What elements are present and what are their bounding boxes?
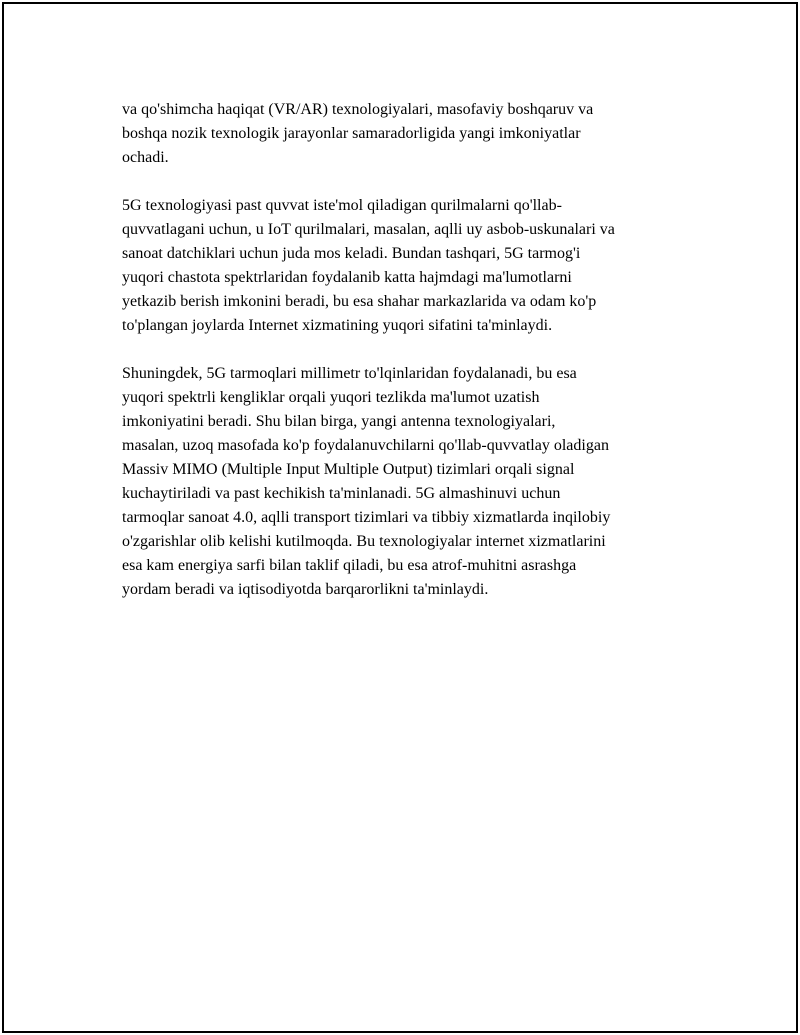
text-line: esa kam energiya sarfi bilan taklif qiladi, bu esa atrof-muhitni asrashga [122, 557, 577, 574]
page-frame [2, 2, 798, 1033]
text-line: yordam beradi va iqtisodiyotda barqarorlikni ta'minlaydi. [122, 581, 489, 598]
text-line: kuchaytiriladi va past kechikish ta'minlanadi. 5G almashinuvi uchun [122, 485, 561, 502]
text-line: to'plangan joylarda Internet xizmatining yuqori sifatini ta'minlaydi. [122, 317, 553, 334]
paragraph-3 [122, 362, 702, 602]
text-line: yetkazib berish imkonini beradi, bu esa shahar markazlarida va odam ko'p [122, 293, 597, 310]
text-line: o'zgarishlar olib kelishi kutilmoqda. Bu texnologiyalar internet xizmatlarini [122, 533, 606, 550]
text-line: imkoniyatini beradi. Shu bilan birga, yangi antenna texnologiyalari, [122, 413, 556, 430]
text-line: masalan, uzoq masofada ko'p foydalanuvchilarni qo'llab-quvvatlay oladigan [122, 437, 609, 454]
text-line: va qo'shimcha haqiqat (VR/AR) texnologiyalari, masofaviy boshqaruv va [122, 101, 594, 118]
text-line: Shuningdek, 5G tarmoqlari millimetr to'lqinlaridan foydalanadi, bu esa [122, 365, 577, 382]
paragraph-1 [122, 98, 702, 170]
text-line: 5G texnologiyasi past quvvat iste'mol qiladigan qurilmalarni qo'llab- [122, 197, 562, 214]
text-line: quvvatlagani uchun, u IoT qurilmalari, masalan, aqlli uy asbob-uskunalari va [122, 221, 615, 238]
text-line: sanoat datchiklari uchun juda mos keladi. Bundan tashqari, 5G tarmog'i [122, 245, 581, 262]
text-line: yuqori chastota spektrlaridan foydalanib katta hajmdagi ma'lumotlarni [122, 269, 572, 286]
text-line: tarmoqlar sanoat 4.0, aqlli transport tizimlari va tibbiy xizmatlarda inqilobiy [122, 509, 611, 526]
text-line: boshqa nozik texnologik jarayonlar samaradorligida yangi imkoniyatlar [122, 125, 581, 142]
paragraph-2 [122, 194, 702, 338]
text-line: ochadi. [122, 149, 169, 166]
text-line: yuqori spektrli kengliklar orqali yuqori tezlikda ma'lumot uzatish [122, 389, 540, 406]
text-line: Massiv MIMO (Multiple Input Multiple Output) tizimlari orqali signal [122, 461, 575, 478]
document-body [122, 98, 702, 626]
